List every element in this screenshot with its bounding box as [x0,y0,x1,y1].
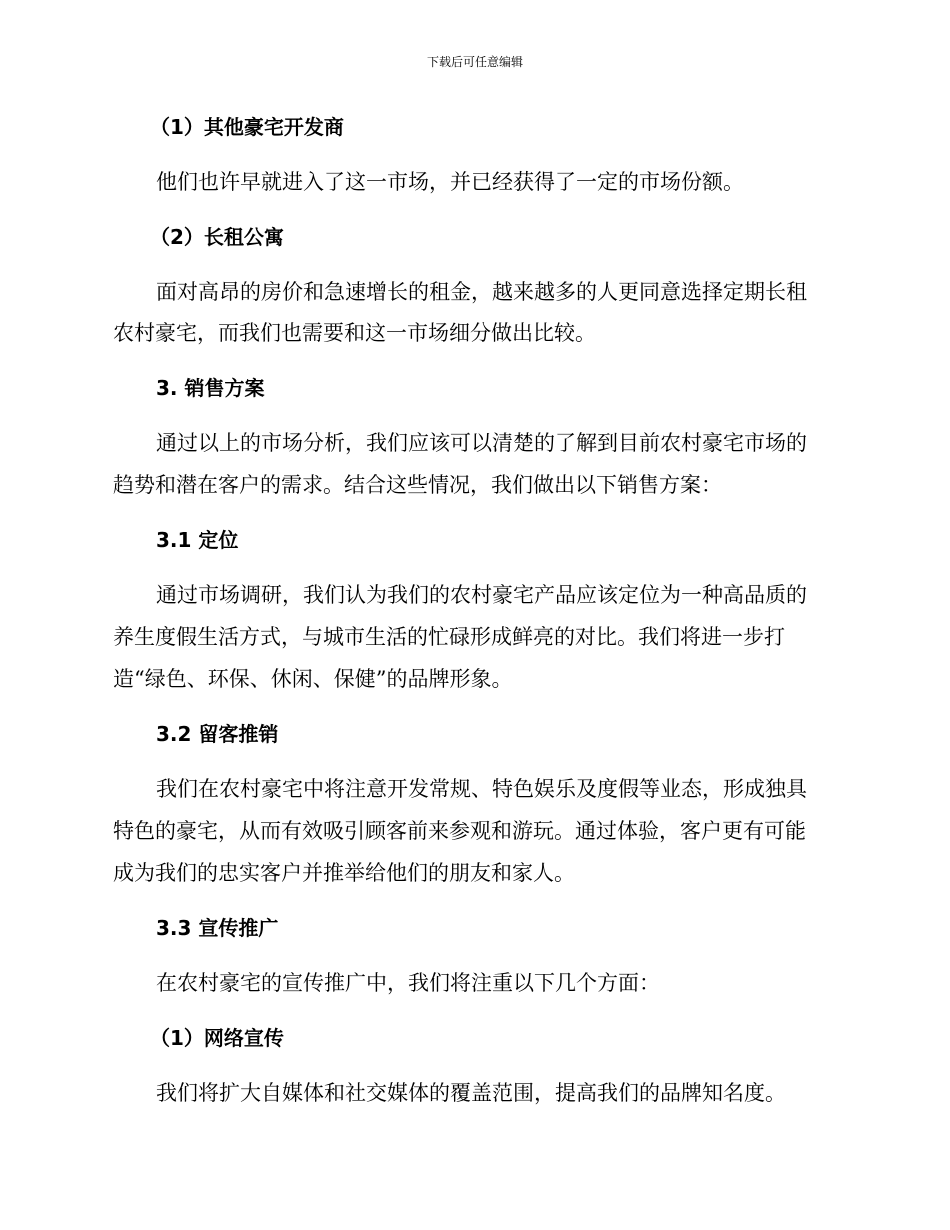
paragraph-line: 面对高昂的房价和急速增长的租金，越来越多的人更同意选择定期长租 [156,280,807,304]
paragraph-line: 他们也许早就进入了这一市场，并已经获得了一定的市场份额。 [156,170,744,194]
section-heading-online: （1）网络宣传 [150,1026,284,1050]
paragraph-line: 造“绿色、环保、休闲、保健”的品牌形象。 [113,667,513,691]
section-heading-promotion: 3.3 宣传推广 [156,916,279,940]
paragraph-line: 通过市场调研，我们认为我们的农村豪宅产品应该定位为一种高品质的 [156,583,807,607]
section-heading-other-developers: （1）其他豪宅开发商 [150,115,344,139]
paragraph-line: 在农村豪宅的宣传推广中，我们将注重以下几个方面： [156,971,660,995]
paragraph-line: 我们将扩大自媒体和社交媒体的覆盖范围，提高我们的品牌知名度。 [156,1081,786,1105]
paragraph-line: 养生度假生活方式，与城市生活的忙碌形成鲜亮的对比。我们将进一步打 [113,625,785,649]
section-heading-sales-plan: 3. 销售方案 [156,376,265,400]
paragraph-line: 通过以上的市场分析，我们应该可以清楚的了解到目前农村豪宅市场的 [156,431,807,455]
paragraph-line: 农村豪宅，而我们也需要和这一市场细分做出比较。 [113,321,596,345]
paragraph-line: 成为我们的忠实客户并推举给他们的朋友和家人。 [113,861,575,885]
section-heading-positioning: 3.1 定位 [156,528,239,552]
paragraph-line: 趋势和潜在客户的需求。结合这些情况，我们做出以下销售方案： [113,473,722,497]
paragraph-line: 我们在农村豪宅中将注意开发常规、特色娱乐及度假等业态，形成独具 [156,777,807,801]
section-heading-retention: 3.2 留客推销 [156,722,279,746]
section-heading-long-rent: （2）长租公寓 [150,225,284,249]
page-header: 下载后可任意编辑 [426,55,523,69]
paragraph-line: 特色的豪宅，从而有效吸引顾客前来参观和游玩。通过体验，客户更有可能 [113,819,806,843]
